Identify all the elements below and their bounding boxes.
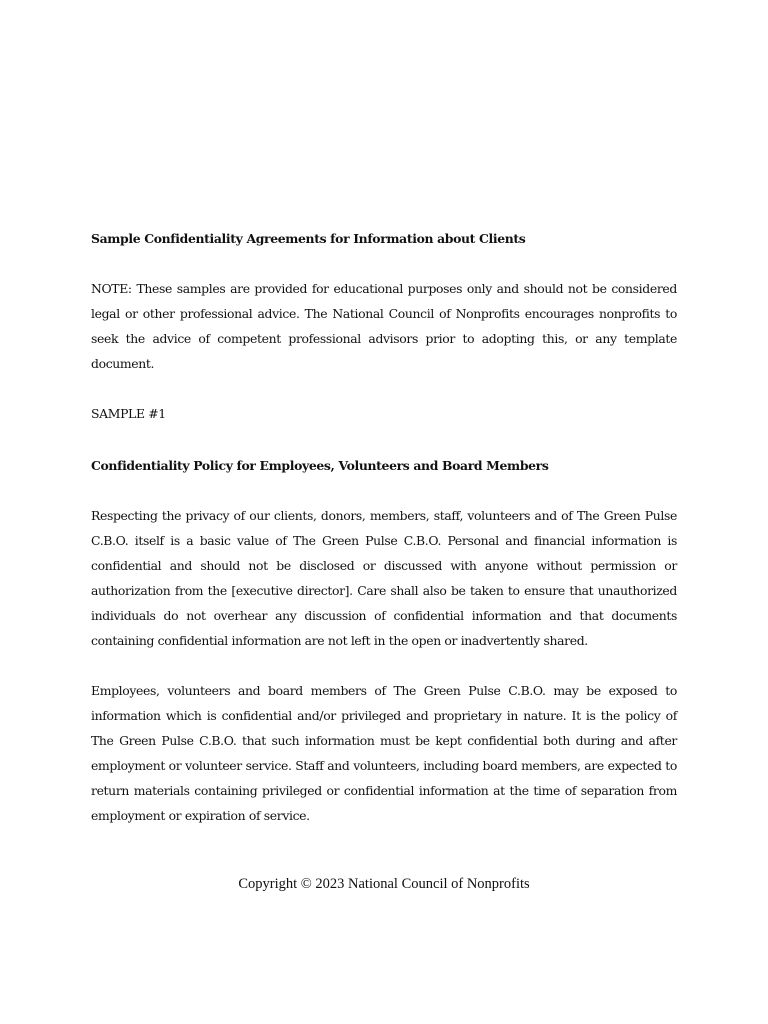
copyright-footer: Copyright © 2023 National Council of Nonprofits: [238, 876, 530, 892]
policy-title: Confidentiality Policy for Employees, Volunteers and Board Members: [91, 458, 549, 473]
document-title: Sample Confidentiality Agreements for Information about Clients: [91, 231, 526, 246]
disclaimer-note: NOTE: These samples are provided for educational purposes only and should not be considered legal or other professional advice. The National Council of Nonprofits encourages nonprofits to seek the advice of competent professional advisors prior to adopting this, or any template document.: [91, 281, 677, 371]
policy-paragraph-2: Employees, volunteers and board members of The Green Pulse C.B.O. may be exposed to information which is confidential and/or privileged and proprietary in nature. It is the policy of The Green Pulse C.B.O. that such information must be kept confidential both during and after employment or volunteer service. Staff and volunteers, including board members, are expected to return materials containing privileged or confidential information at the time of separation from employment or expiration of service.: [91, 683, 677, 823]
document-body: [91, 226, 677, 828]
sample-label: SAMPLE #1: [91, 406, 166, 421]
policy-paragraph-1: Respecting the privacy of our clients, donors, members, staff, volunteers and of The Green Pulse C.B.O. itself is a basic value of The Green Pulse C.B.O. Personal and financial information is confidential and should not be disclosed or discussed with anyone without permission or authorization from the [executive director]. Care shall also be taken to ensure that unauthorized individuals do not overhear any discussion of confidential information and that documents containing confidential information are not left in the open or inadvertently shared.: [91, 508, 677, 648]
